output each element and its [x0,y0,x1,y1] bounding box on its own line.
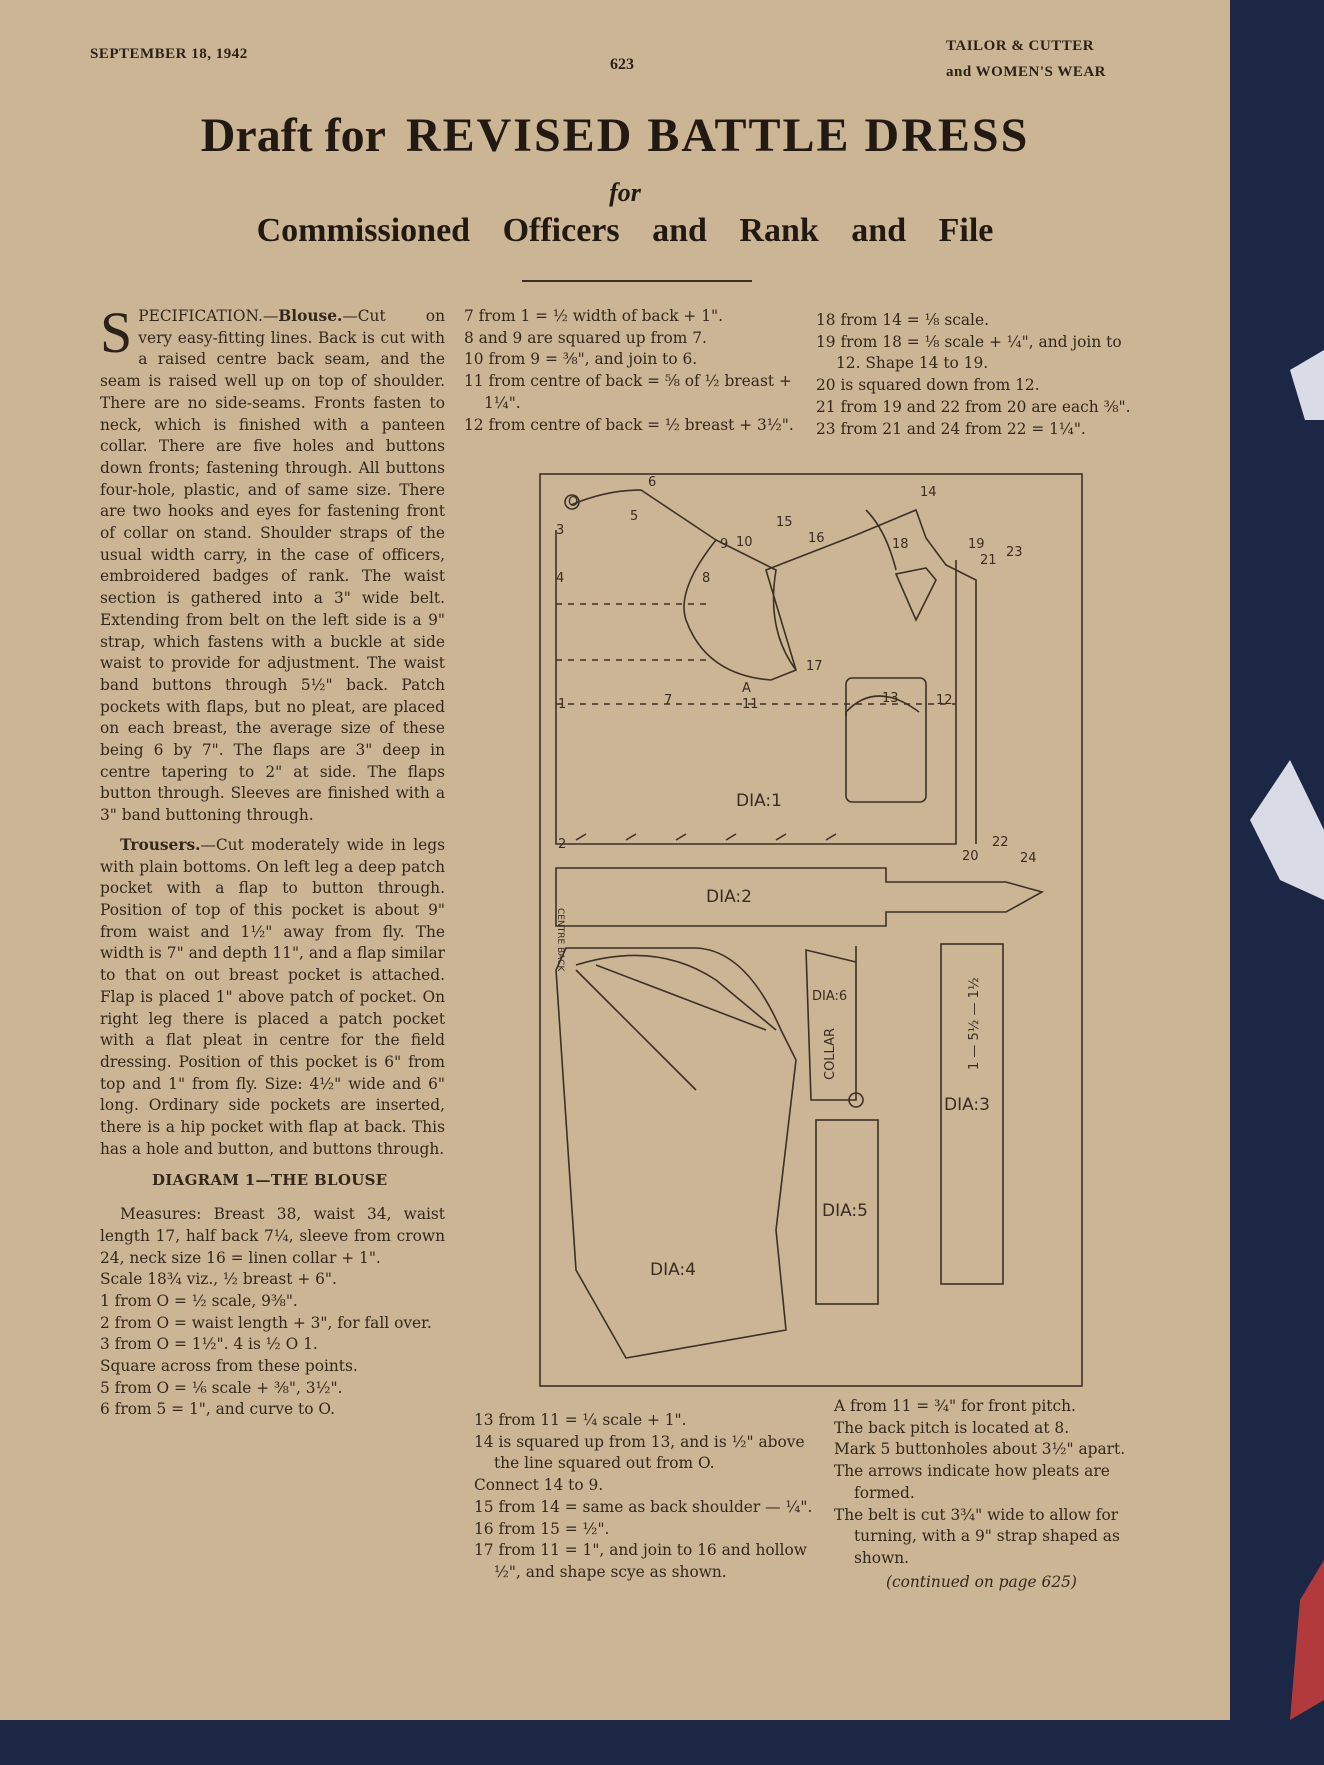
dia3-measure-label: 1 — 5½ — 1½ [967,977,982,1070]
instruction-line: 8 and 9 are squared up from 7. [464,328,707,347]
blouse-label: Blouse. [278,307,343,325]
blouse-text: —Cut on very easy-fitting lines. Back is cut with a raised centre back seam, and the seam is raised well up on top of shoulder. There are no side-seams. Fronts fasten to neck, which is finished with a panteen collar. There are five holes and buttons down fronts; fastening through. All buttons four-hole, plastic, and of same size. There are two hooks and eyes for fastening front of collar on stand. Shoulder straps of the usual width carry, in the case of officers, embroidered badges of rank. The waist section is gathered into a 3" wide belt. Extending from belt on the left side is a 9" strap, which fastens with a buckle at side waist to provide for adjustment. The waist band buttons through 5½" back. Patch pockets with flaps, but no pleat, are placed on each breast, the average size of these being 6 by 7". The flaps are 3" deep in centre tapering to 2" at side. The flaps button through. Sleeves are finished with a 3" band buttoning through. [100,307,445,825]
point-label: 15 [776,515,793,530]
diagram-heading: DIAGRAM 1—THE BLOUSE [152,1171,388,1190]
point-label: 5 [630,509,639,524]
point-label: 4 [556,571,565,586]
title-prefix: Draft for [200,109,386,162]
pattern-diagram [536,470,1086,1390]
armhole-curve [716,540,796,670]
step-line: 3 from O = 1½". 4 is ½ O 1. [100,1335,318,1354]
instruction-line: 14 is squared up from 13, and is ½" above the line squared out from O. [474,1432,805,1473]
instructions-column-2-bottom [474,1410,814,1584]
trousers-text: —Cut moderately wide in legs with plain bottoms. On left leg a deep patch pocket with a flap to button through. Position of top of this pocket is about 9" from waist and 1½" away from fly. The width is 7" and depth 11", and a flap similar to that on out breast pocket is attached. Flap is placed 1" above patch of pocket. On right leg there is placed a patch pocket with a flat pleat in centre for the field dressing. Position of this pocket is 6" from top and 1" from fly. Size: 4½" wide and 6" long. Ordinary side pockets are inserted, there is a hip pocket with flap at back. This has a hole and button, and buttons through. [100,835,445,1158]
trousers-paragraph [100,835,445,1161]
instruction-line: 15 from 14 = same as back shoulder — ¼". [474,1497,813,1516]
point-label: 3 [556,523,565,538]
point-label: 23 [1006,545,1023,560]
point-label: 19 [968,537,985,552]
diagram-1-label: DIA:1 [736,791,782,811]
diagram-5-label: DIA:5 [822,1201,868,1221]
point-label: 7 [664,693,673,708]
instructions-column-3-top [816,310,1146,440]
diagram-3-label: DIA:3 [944,1095,990,1115]
instruction-line: 16 from 15 = ½". [474,1519,610,1538]
point-label: 13 [882,691,899,706]
point-label-o: O [568,495,579,510]
instruction-line: 23 from 21 and 24 from 22 = 1¼". [816,419,1086,438]
point-label: 22 [992,835,1009,850]
diagram-frame [540,474,1082,1386]
point-label: 1 [558,697,567,712]
diagram-6-label: DIA:6 [812,989,848,1004]
point-label: 6 [648,475,657,490]
step-line: Scale 18¾ viz., ½ breast + 6". [100,1270,337,1289]
collar-label: COLLAR [823,1027,838,1080]
neck-facing-shape [896,568,936,620]
point-label: 24 [1020,851,1037,866]
title-connector: for [609,178,641,207]
step-line: 6 from 5 = 1", and curve to O. [100,1400,335,1419]
instruction-line: The arrows indicate how pleats are formed. [834,1462,1110,1502]
instruction-line: 17 from 11 = 1", and join to 16 and hollow ½", and shape scye as shown. [474,1541,807,1581]
publication-title: TAILOR & CUTTER [946,38,1095,54]
step-line: Square across from these points. [100,1357,358,1376]
pleat-arrows [576,834,836,840]
step-line: 2 from O = waist length + 3", for fall over. [100,1313,432,1332]
point-label: 11 [742,697,759,712]
trousers-label: Trousers. [120,835,201,854]
step-line: 5 from O = ⅙ scale + ⅜", 3½". [100,1378,343,1397]
sleeve-construction-lines [576,955,776,1090]
instruction-line: A from 11 = ¾" for front pitch. [834,1397,1076,1415]
title-divider [522,280,752,282]
instruction-line: 12 from centre of back = ½ breast + 3½". [464,415,794,434]
instruction-line: 18 from 14 = ⅛ scale. [816,311,989,329]
article-title [0,108,1230,163]
instruction-line: The back pitch is located at 8. [834,1418,1070,1437]
instruction-line: 7 from 1 = ½ width of back + 1". [464,307,723,325]
centre-back-label: CENTRE BACK [555,908,565,972]
point-label: 17 [806,659,823,674]
sleeve-outline [556,948,796,1358]
instruction-line: 19 from 18 = ⅛ scale + ¼", and join to 12. Shape 14 to 19. [816,332,1122,373]
instruction-line: 11 from centre of back = ⅝ of ½ breast + 1¼". [464,372,792,412]
instruction-line: The belt is cut 3¾" wide to allow for turning, with a 9" strap shaped as shown. [834,1505,1120,1567]
point-label: 12 [936,693,953,708]
publication-subtitle: and WOMEN'S WEAR [946,64,1106,80]
belt-strap-outline [556,868,1042,926]
instructions-column-3-bottom [834,1396,1164,1609]
measures-text: Measures: Breast 38, waist 34, waist length 17, half back 7¼, sleeve from crown 24, neck size 16 = linen collar + 1". [100,1205,445,1267]
blouse-paragraph [100,300,445,827]
point-label: 14 [920,485,937,500]
title-main: REVISED BATTLE DRESS [405,109,1030,162]
point-label: 2 [558,837,567,852]
drop-cap: S [100,300,133,365]
step-line: 1 from O = ½ scale, 9⅜". [100,1291,298,1310]
spec-lead: PECIFICATION.— [138,307,279,325]
diagram-2-label: DIA:2 [706,887,752,907]
point-label: 20 [962,849,979,864]
point-label: 10 [736,535,753,550]
instructions-column-2-top [464,306,804,436]
instruction-line: Mark 5 buttonholes about 3½" apart. [834,1440,1126,1459]
instruction-line: 13 from 11 = ¼ scale + 1". [474,1411,687,1429]
diagram-4-label: DIA:4 [650,1260,696,1280]
point-label: 16 [808,531,825,546]
page-number: 623 [610,56,634,73]
issue-date: SEPTEMBER 18, 1942 [90,46,248,62]
instruction-line: Connect 14 to 9. [474,1476,604,1495]
point-label: 21 [980,553,997,568]
instruction-line: 20 is squared down from 12. [816,376,1040,395]
instruction-line: 21 from 19 and 22 from 20 are each ⅜". [816,397,1131,416]
instruction-line: 10 from 9 = ⅜", and join to 6. [464,350,698,369]
point-label: 9 [720,537,729,552]
specification-column [100,300,445,1421]
article-subtitle: Commissioned Officers and Rank and File [256,212,994,249]
continued-note: (continued on page 625) [886,1572,1077,1591]
point-label: 18 [892,537,909,552]
construction-lines [556,604,956,704]
point-label-a: A [742,681,751,696]
point-label: 8 [702,571,711,586]
